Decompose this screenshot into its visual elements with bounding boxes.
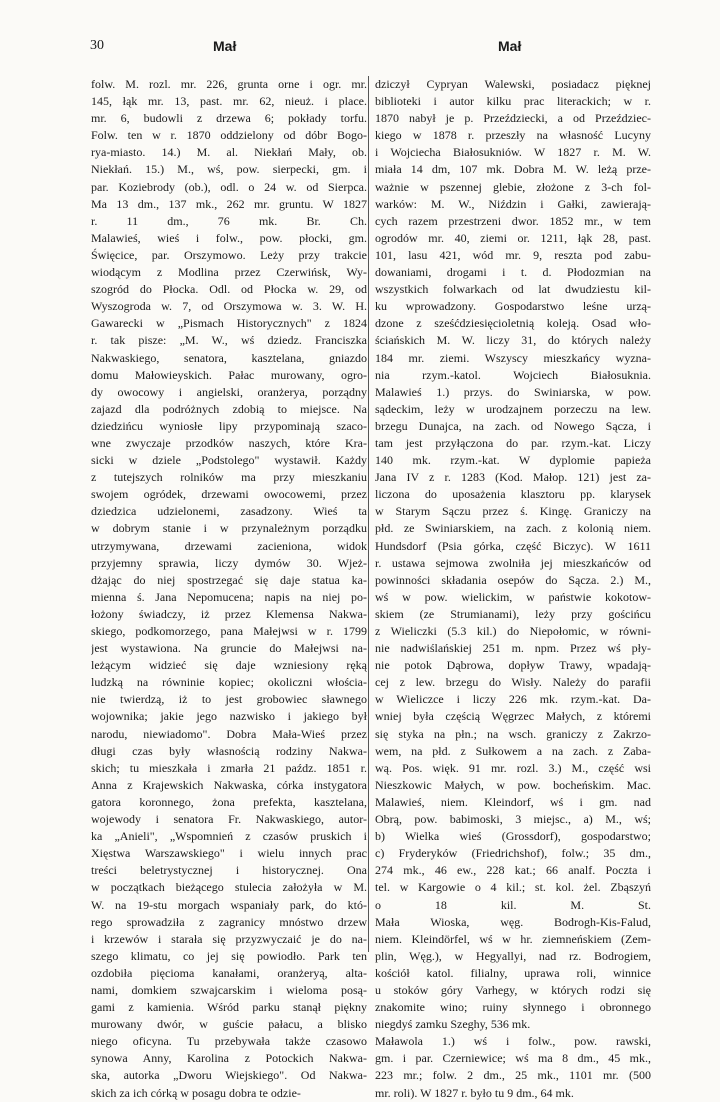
text-line: 140 mk. rzym.-kat. W dyplomie papieża (375, 453, 651, 468)
text-line: r. 11 dm., 76 mk. Br. Ch. (91, 213, 367, 228)
text-line: Anna z Krajewskich Nakwaska, córka instygatora (91, 777, 367, 792)
text-line: ludzką na równinie kopiec; okoliczni włościa- (91, 675, 367, 690)
text-line: wniej była częścią Węgrzec Małych, z któremi (375, 709, 651, 724)
text-line: Mała Wioska, węg. Bodrogh-Kis-Falud, (375, 914, 651, 929)
text-line: biblioteki i autor kilku prac literackich; w r. (375, 94, 651, 109)
text-line: mr. roli). W 1827 r. było tu 9 dm., 64 mk. (375, 1085, 574, 1100)
text-line: murowany dwór, w guście pałacu, a blisko (91, 1017, 367, 1032)
text-line: c) Fryderyków (Friedrichshof), folw.; 35 dm., (375, 846, 651, 861)
text-line: ogrodów mr. 40, ziemi or. 1211, łąk 28, past. (375, 230, 651, 245)
text-line: warków: M. W., Niździn i Gałki, zawierają- (375, 196, 651, 211)
text-line: Obrą, pow. babimoski, 3 miejsc., a) M., wś; (375, 812, 651, 827)
text-line: r. tak pisze: „M. W., wś dziedz. Franciszka (91, 333, 367, 348)
text-line: Malawieś 1.) przys. do Swiniarska, w pow. (375, 384, 651, 399)
text-line: Maławola 1.) wś i folw., pow. rawski, (375, 1034, 651, 1049)
text-line: nia rzym.-katol. Wojciech Białosuknia. (375, 367, 651, 382)
right-text-column (375, 76, 651, 1102)
text-line: nami, domkiem szwajcarskim i wieloma posą- (91, 982, 367, 997)
text-line: Jana IV z r. 1283 (Kod. Małop. 121) jest za- (375, 470, 651, 485)
text-line: się styka na płn.; na wsch. graniczy z Zakrzo- (375, 726, 651, 741)
text-line: skiem (ze Strumianami), leży przy gościńcu (375, 606, 651, 621)
text-line: 101, lasu 421, wód mr. 9, reszta pod zabu- (375, 247, 651, 262)
text-line: utrzymywana, drzewami zacieniona, widok (91, 538, 367, 553)
text-line: Folw. ten w r. 1870 oddzielony od dóbr Bogo- (91, 128, 367, 143)
text-line: folw. M. rozl. mr. 226, grunta orne i ogr. mr. (91, 77, 367, 91)
page-number: 30 (90, 38, 104, 53)
text-line: par. Koziebrody (ob.), odl. o 24 w. od Sierpca. (91, 179, 367, 194)
text-line: 184 mr. ziemi. Wszyscy mieszkańcy wyzna- (375, 350, 651, 365)
text-line: Xięstwa Warszawskiego" i wielu innych prac (91, 846, 367, 861)
text-line: synowa Anny, Karolina z Potockich Nakwa- (91, 1051, 367, 1066)
text-line: leżącym widzieć się daje wzniesiony ręką (91, 658, 367, 673)
text-line: tel. w Kargowie o 4 kil.; st. kol. żel. Zbąszyń (375, 880, 651, 895)
text-line: tam jest przyłączona do par. rzym.-kat. Liczy (375, 435, 651, 450)
text-line: liczona do uposażenia klasztoru pp. klarysek (375, 487, 651, 502)
text-line: gatora koronnego, żona prefekta, kasztelana, (91, 794, 367, 809)
text-line: przyjemny sprawia, liczy dymów 30. Wjeż- (91, 555, 367, 570)
text-line: ważnie w pszennej glebie, złożone z 3-ch fol- (375, 179, 651, 194)
text-line: treści beletrystycznej i historycznej. Ona (91, 863, 367, 878)
text-line: wiodącym z Modlina przez Czerwińsk, Wy- (91, 265, 367, 280)
text-line: cej z lew. brzegu do Wisły. Należy do parafii (375, 675, 651, 690)
text-line: Nieszkowic Małych, w pow. bocheńskim. Mac. (375, 777, 651, 792)
text-line: dzone z sześćdziesięcioletnią koleją. Osad wło- (375, 316, 651, 331)
text-line: Malawieś, wieś i folw., pow. płocki, gm. (91, 230, 367, 245)
text-line: dziczył Cypryan Walewski, posiadacz pięknej (375, 77, 651, 91)
text-line: skiego, podkomorzego, pana Małejwsi w r. 1799 (91, 624, 367, 638)
text-line: Nakwaskiego, senatora, kasztelana, gniazdo (91, 350, 367, 365)
text-line: nie potok Dąbrowa, dopływ Trawy, wpadają- (375, 658, 651, 673)
text-line: wojewody i senatora Fr. Nakwaskiego, autor- (91, 812, 367, 827)
text-line: niem. Kleindörfel, wś w hr. ziemneńskiem (Zem- (375, 931, 651, 946)
text-line: nie nadwiślańskiej 251 m. npm. Przez wś pły- (375, 641, 651, 656)
text-line: gami z kamienia. Wśród parku stanął piękny (91, 1000, 367, 1015)
text-line: miała 14 dm, 107 mk. Dobra M. W. leżą prze- (375, 162, 651, 177)
text-line: Ma 13 dm., 137 mk., 262 mr. gruntu. W 1827 (91, 196, 367, 211)
text-line: szogród do Płocka. Odl. od Płocka w. 29, od (91, 282, 367, 297)
text-line: rya-miasto. 14.) M. al. Niekłań Mały, ob. (91, 145, 367, 160)
text-line: Malawieś, niem. Kleindorf, wś i gm. nad (375, 794, 651, 809)
text-line: z Wieliczki (5.3 kil.) do Niepołomic, w równi- (375, 624, 651, 638)
text-line: wszystkich folwarkach od lat dwudziestu kil- (375, 282, 651, 297)
text-line: jest wystawiona. Na gruncie do Małejwsi na- (91, 641, 367, 656)
text-line: nie twierdzą, iż to jest grobowiec sławnego (91, 692, 367, 707)
text-line: W. na 19-stu morgach wspaniały park, do któ- (91, 897, 367, 912)
text-line: cych razem przestrzeni dwor. 1852 mr., w tem (375, 213, 651, 228)
text-line: mienna ś. Jana Nepomucena; napis na niej po- (91, 589, 367, 604)
text-line: znakomite wino; ruiny słynnego i obronnego (375, 1000, 651, 1015)
text-line: ściańskich M. W. liczy 31, do których należy (375, 333, 651, 348)
text-line: skich za ich córką w posagu dobra te odzie- (91, 1085, 301, 1100)
text-line: Hundsdorf (Psia górka, część Biczyc). W 1611 (375, 538, 651, 553)
text-line: skich; tu mieszkała i zmarła 21 paźdz. 1851 r. (91, 760, 367, 775)
left-text-column (91, 76, 367, 1102)
text-line: zajazd dla podróżnych zdobią to miejsce. Na (91, 401, 367, 416)
text-line: łożony świadczy, iż przez Klemensa Nakwa- (91, 606, 367, 621)
column-divider (368, 76, 369, 952)
text-line: 223 mr.; folw. 2 dm., 25 mk., 1101 mr. (500 (375, 1068, 651, 1083)
text-line: Niekłań. 15.) M., wś, pow. sierpecki, gm. i (91, 162, 367, 177)
text-line: i Wojciecha Białosukniów. W 1827 r. M. W. (375, 145, 651, 160)
text-line: rego sprowadziła z zagranicy mnóstwo drzew (91, 914, 367, 929)
text-line: mr. 6, budowli z drzewa 6; pokłady torfu. (91, 111, 367, 126)
text-line: płd. ze Swiniarskiem, na zach. z kolonią niem. (375, 521, 651, 536)
text-line: 1870 nabył je p. Przeździecki, a od Przeździec- (375, 111, 651, 126)
text-line: dziedzińcu wyniosłe lipy przypominają szaco- (91, 418, 367, 433)
page-header (90, 38, 672, 58)
text-line: wś w pow. wielickim, w państwie kokotow- (375, 589, 651, 604)
text-line: Wyszogroda w. 7, od Orszymowa w. 3. W. H. (91, 299, 367, 314)
text-line: swojem ogródek, drzewami owocowemi, przez (91, 487, 367, 502)
running-head-right: Mał (498, 38, 522, 54)
text-line: wą. Pos. więk. 91 mr. rozl. 3.) M., część wsi (375, 760, 651, 775)
text-line: ka „Anieli", „Wspomnień z czasów pruskich i (91, 829, 367, 844)
text-line: powinności składania osepów do Sącza. 2.) M., (375, 572, 651, 587)
text-line: z tutejszych rolników ma przy mieszkaniu (91, 470, 367, 485)
text-line: Gawarecki w „Pismach Historycznych" z 1824 (91, 316, 367, 331)
text-line: plin, Węg.), w Hegyallyi, nad rz. Bodrogiem, (375, 948, 651, 963)
running-head-left: Mał (213, 38, 237, 54)
text-line: wojownika; jakie jego nazwisko i jakiego był (91, 709, 367, 724)
text-line: 274 mk., 46 ew., 228 kat.; 66 analf. Poczta i (375, 863, 651, 878)
text-line: kościół katol. filialny, uprawa roli, winnice (375, 965, 651, 980)
text-line: ku wprowadzony. Gospodarstwo leśne urzą- (375, 299, 651, 314)
text-line: dżając do niej spostrzegać się daje statua ka- (91, 572, 367, 587)
text-line: w dobrym stanie i w przynależnym porządku (91, 521, 367, 536)
text-line: narodu, niewiadomo". Dobra Mała-Wieś przez (91, 726, 367, 741)
text-line: dowaniami, drogami i t. d. Płodozmian na (375, 265, 651, 280)
text-line: domu Małowieyskich. Pałac murowany, ogro- (91, 367, 367, 382)
text-line: niegdyś zamku Szeghy, 536 mk. (375, 1017, 531, 1032)
text-line: sądeckim, leży w urodzajnem porzeczu na lew. (375, 401, 651, 416)
text-line: u stoków góry Varhegy, w których rodzi się (375, 982, 651, 997)
text-line: r. ustawa sejmowa zwolniła jej mieszkańców od (375, 555, 651, 570)
text-line: kiego w 1878 r. przeszły na własność Lucyny (375, 128, 651, 143)
text-line: szego klimatu, co jej się powiodło. Park ten (91, 948, 367, 963)
text-line: b) Wielka wieś (Grossdorf), gospodarstwo; (375, 829, 651, 844)
text-line: o 18 kil. M. St. (375, 897, 651, 912)
text-line: w Starym Sączu przez ś. Kingę. Graniczy na (375, 504, 651, 519)
text-line: ska, autorka „Dworu Wiejskiego". Od Nakwa- (91, 1068, 367, 1083)
text-line: sicki w dziele „Podstolego" wystawił. Każdy (91, 453, 367, 468)
text-line: 145, łąk mr. 13, past. mr. 62, nieuż. i place. (91, 94, 367, 109)
text-line: gm. i par. Czerniewice; wś ma 8 dm., 45 mk., (375, 1051, 651, 1066)
text-line: niego oficyna. Tu przebywała także czasowo (91, 1034, 367, 1049)
text-line: wem, na płd. z Sułkowem a na zach. z Zaba- (375, 743, 651, 758)
text-line: wne zwyczaje przodków naszych, które Kra- (91, 435, 367, 450)
text-line: długi czas były własnością rodziny Nakwa- (91, 743, 367, 758)
text-line: w Wieliczce i liczy 226 mk. rzym.-kat. Da- (375, 692, 651, 707)
text-line: Święcice, par. Orszymowo. Leży przy trakcie (91, 247, 367, 262)
text-line: i krzewów i starała się przyzwyczaić je do na- (91, 931, 367, 946)
text-line: w początkach bieżącego stulecia założyła w M. (91, 880, 367, 895)
text-line: brzegu Dunajca, na zach. od Nowego Sącza, i (375, 418, 651, 433)
text-line: dziedzica udzielonemi, zasadzony. Wieś ta (91, 504, 367, 519)
text-line: dy owocowy i angielski, oranżerya, porządny (91, 384, 367, 399)
text-line: ozdobiła pięcioma kanałami, oranżeryą, alta- (91, 965, 367, 980)
